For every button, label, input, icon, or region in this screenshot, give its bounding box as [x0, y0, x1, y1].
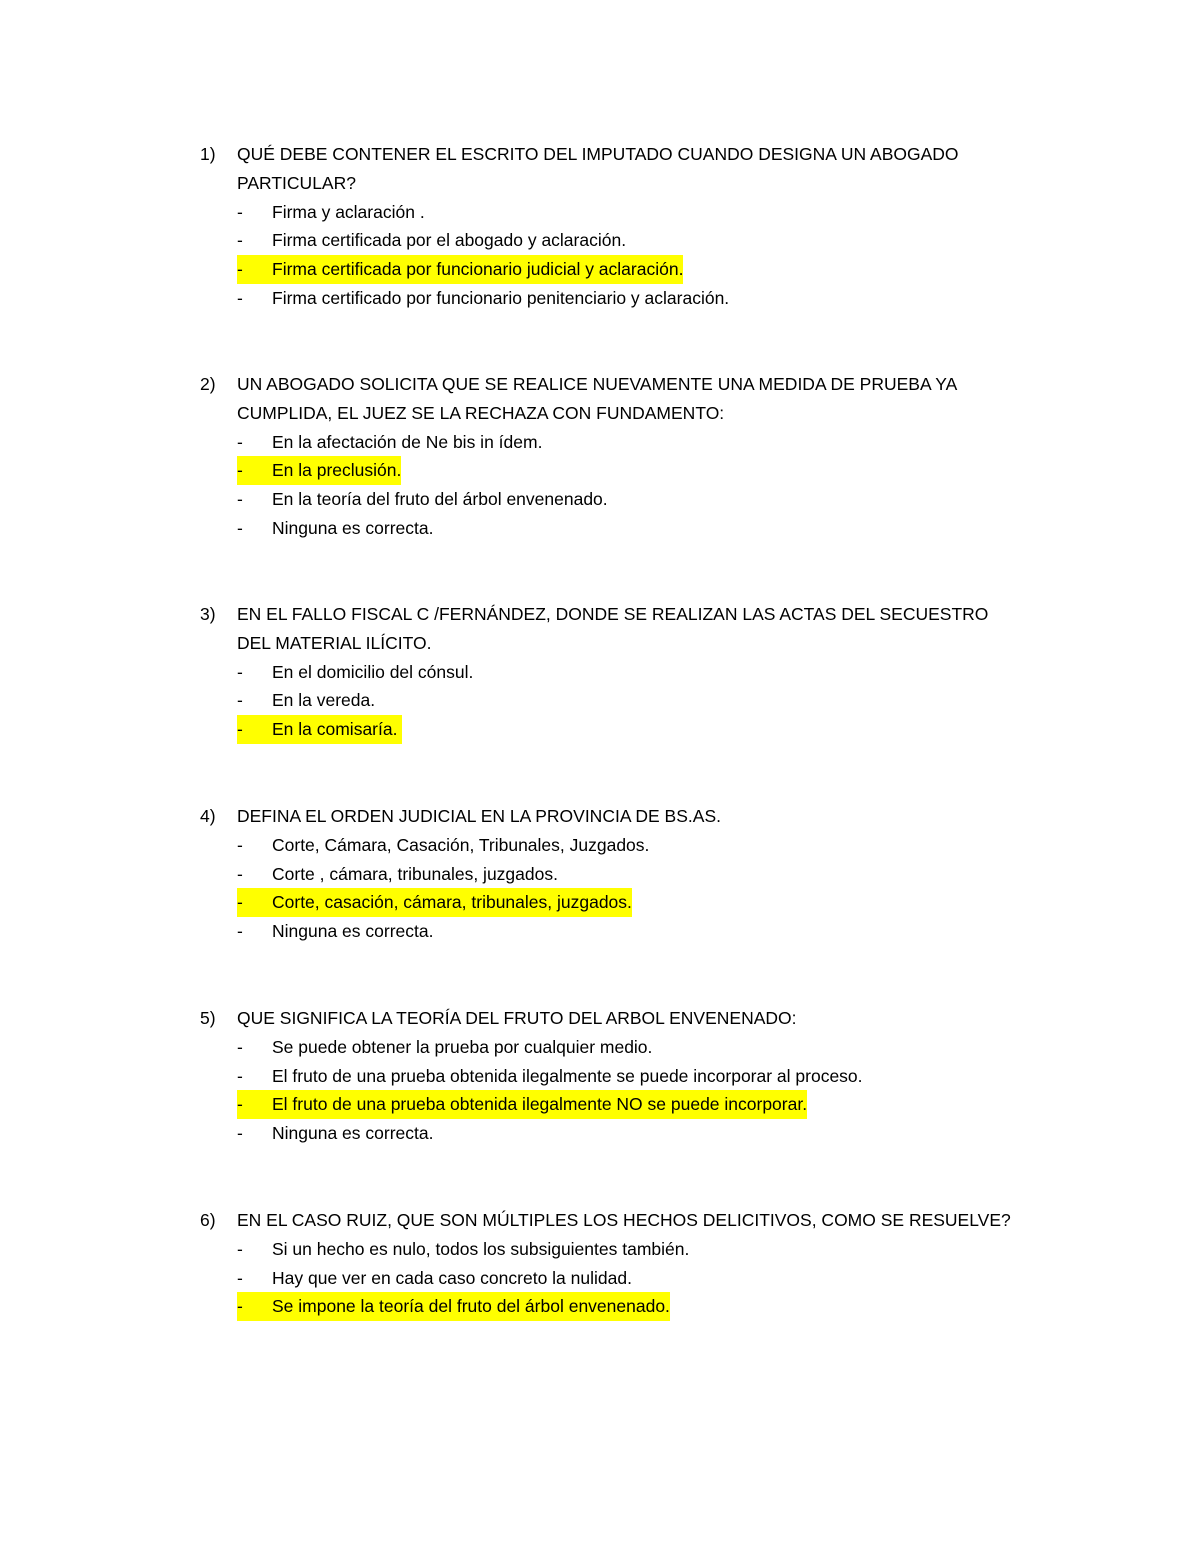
option-correct	[200, 715, 1020, 744]
question-5	[200, 1004, 1020, 1148]
option-text: El fruto de una prueba obtenida ilegalmente se puede incorporar al proceso.	[272, 1065, 863, 1086]
option-text: Ninguna es correcta.	[272, 1123, 434, 1144]
option-text: Firma y aclaración .	[272, 201, 425, 222]
option-dash: -	[237, 201, 243, 222]
option-text: Corte, Cámara, Casación, Tribunales, Juzgados.	[272, 834, 650, 855]
option	[200, 917, 1020, 946]
option-correct	[200, 255, 1020, 284]
option-dash: -	[237, 888, 272, 917]
option-dash: -	[237, 230, 243, 251]
option-text-highlighted: En la preclusión.	[272, 456, 401, 485]
question-2	[200, 370, 1020, 543]
option	[200, 686, 1020, 715]
option-text: Se puede obtener la prueba por cualquier medio.	[272, 1036, 653, 1057]
option-dash: -	[237, 489, 243, 510]
question-header	[200, 1004, 1020, 1033]
question-text: QUÉ DEBE CONTENER EL ESCRITO DEL IMPUTADO CUANDO DESIGNA UN ABOGADO PARTICULAR?	[237, 144, 959, 193]
question-text: UN ABOGADO SOLICITA QUE SE REALICE NUEVAMENTE UNA MEDIDA DE PRUEBA YA CUMPLIDA, EL JUEZ SE LA RECHAZA CON FUNDAMENTO:	[237, 374, 957, 423]
option-correct	[200, 456, 1020, 485]
option	[200, 1033, 1020, 1062]
option-text: Ninguna es correcta.	[272, 517, 434, 538]
option	[200, 284, 1020, 313]
option-dash: -	[237, 431, 243, 452]
option-text: En la afectación de Ne bis in ídem.	[272, 431, 543, 452]
question-header	[200, 802, 1020, 831]
option-text: En la vereda.	[272, 690, 376, 711]
option-dash: -	[237, 1036, 243, 1057]
option-text: Hay que ver en cada caso concreto la nulidad.	[272, 1267, 632, 1288]
question-text: EN EL CASO RUIZ, QUE SON MÚLTIPLES LOS HECHOS DELICITIVOS, COMO SE RESUELVE?	[237, 1210, 1011, 1230]
question-header	[200, 140, 1020, 198]
question-1	[200, 140, 1020, 313]
option-correct	[200, 888, 1020, 917]
question-text: QUE SIGNIFICA LA TEORÍA DEL FRUTO DEL ARBOL ENVENENADO:	[237, 1008, 797, 1028]
question-number: 2)	[200, 374, 216, 394]
option	[200, 831, 1020, 860]
question-number: 5)	[200, 1008, 216, 1028]
option-text: Si un hecho es nulo, todos los subsiguientes también.	[272, 1238, 690, 1259]
option-text-highlighted: En la comisaría.	[272, 715, 402, 744]
option-dash: -	[237, 1238, 243, 1259]
option	[200, 1264, 1020, 1293]
option-dash: -	[237, 834, 243, 855]
question-header	[200, 370, 1020, 428]
option-dash: -	[237, 255, 272, 284]
option	[200, 428, 1020, 457]
option-dash: -	[237, 715, 272, 744]
option-dash: -	[237, 690, 243, 711]
question-number: 4)	[200, 806, 216, 826]
question-header	[200, 1206, 1020, 1235]
question-header	[200, 600, 1020, 658]
question-text: DEFINA EL ORDEN JUDICIAL EN LA PROVINCIA DE BS.AS.	[237, 806, 721, 826]
option-dash: -	[237, 921, 243, 942]
question-6	[200, 1206, 1020, 1321]
question-text: EN EL FALLO FISCAL C /FERNÁNDEZ, DONDE SE REALIZAN LAS ACTAS DEL SECUESTRO DEL MATERIAL ILÍCITO.	[237, 604, 989, 653]
option-dash: -	[237, 287, 243, 308]
option	[200, 860, 1020, 889]
option-text-highlighted: El fruto de una prueba obtenida ilegalmente NO se puede incorporar.	[272, 1090, 807, 1119]
option-text: En la teoría del fruto del árbol envenenado.	[272, 489, 608, 510]
option-correct	[200, 1292, 1020, 1321]
question-number: 6)	[200, 1210, 216, 1230]
option-text: Firma certificada por el abogado y aclaración.	[272, 230, 627, 251]
option-dash: -	[237, 863, 243, 884]
option-text-highlighted: Se impone la teoría del fruto del árbol envenenado.	[272, 1292, 670, 1321]
option	[200, 226, 1020, 255]
question-4	[200, 802, 1020, 946]
option-dash: -	[237, 456, 272, 485]
option-text: Firma certificado por funcionario penitenciario y aclaración.	[272, 287, 730, 308]
option-dash: -	[237, 1292, 272, 1321]
option-text: Ninguna es correcta.	[272, 921, 434, 942]
question-number: 1)	[200, 144, 216, 164]
option-dash: -	[237, 1123, 243, 1144]
option	[200, 514, 1020, 543]
option	[200, 1062, 1020, 1091]
option-dash: -	[237, 1065, 243, 1086]
option-text-highlighted: Corte, casación, cámara, tribunales, juzgados.	[272, 888, 632, 917]
option-text-highlighted: Firma certificada por funcionario judicial y aclaración.	[272, 255, 683, 284]
option	[200, 198, 1020, 227]
option	[200, 1235, 1020, 1264]
question-3	[200, 600, 1020, 744]
option	[200, 1119, 1020, 1148]
option-correct	[200, 1090, 1020, 1119]
option-text: Corte , cámara, tribunales, juzgados.	[272, 863, 558, 884]
option-dash: -	[237, 661, 243, 682]
option	[200, 658, 1020, 687]
option-dash: -	[237, 517, 243, 538]
option	[200, 485, 1020, 514]
option-dash: -	[237, 1090, 272, 1119]
question-number: 3)	[200, 604, 216, 624]
option-dash: -	[237, 1267, 243, 1288]
option-text: En el domicilio del cónsul.	[272, 661, 474, 682]
